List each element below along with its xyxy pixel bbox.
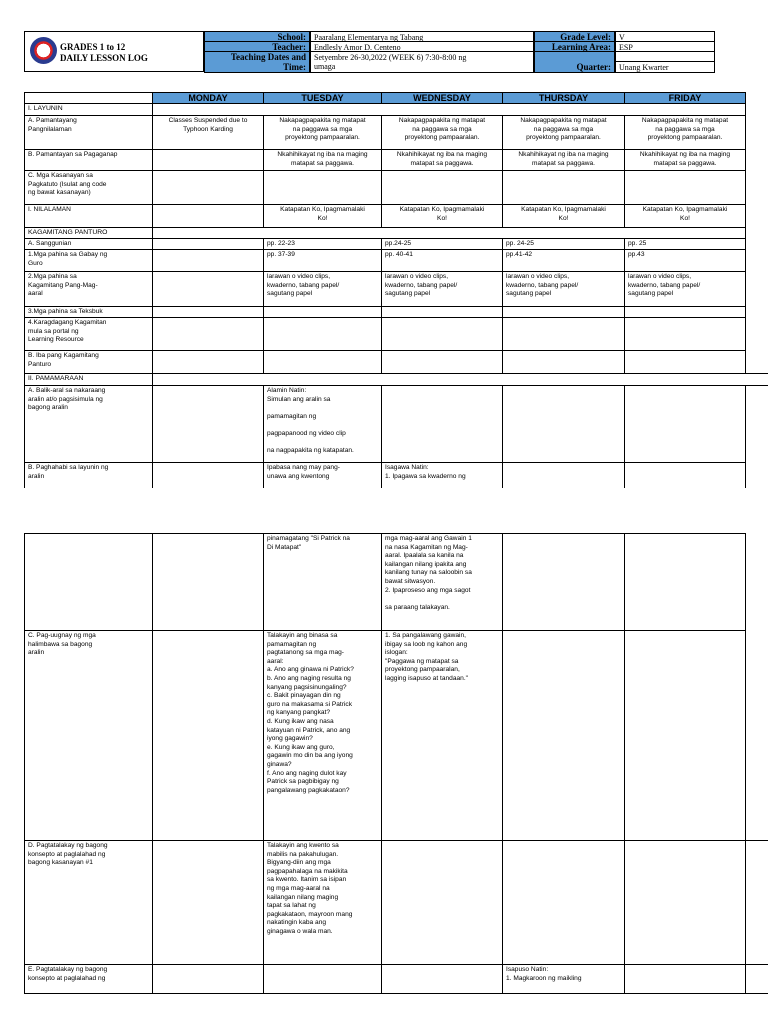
school-value: Paaralang Elementarya ng Tabang: [310, 31, 534, 42]
cell-pu-wednesday: 1. Sa pangalawang gawain, ibigay sa loob ng kahon ang islogan: "Paggawa ng matapat sa proyektong pampaaralan, lagging isapuso at tandaan.": [381, 630, 503, 841]
day-tuesday: TUESDAY: [263, 92, 382, 104]
teacher-value: Endlesly Amor D. Centeno: [310, 41, 534, 52]
cell-nil-thursday: Katapatan Ko, Ipagmamalaki Ko!: [502, 204, 625, 228]
cell-balik-thursday: [502, 385, 625, 463]
cell-sang-wednesday: pp.24-25: [381, 238, 503, 250]
cell-karag-thursday: [502, 317, 625, 351]
cell-balik-friday: [624, 385, 746, 463]
quarter-value: Unang Kwarter: [615, 61, 715, 73]
row-label-balik-aral: A. Balik-aral sa nakaraang aralin at/o pagsisimula ng bagong aralin: [24, 385, 153, 463]
cell-d-monday: [152, 840, 264, 965]
cell-c-friday: [624, 170, 746, 205]
cell-b-tuesday: Nkahihikayat ng iba na maging matapat sa paggawa.: [263, 149, 382, 171]
section-pamamaraan: II. PAMAMARAAN: [24, 373, 153, 386]
cont-label: [24, 533, 153, 631]
dates-value: [310, 51, 534, 73]
row-label-nilalaman: I. NILALAMAN: [24, 204, 153, 228]
day-wednesday: WEDNESDAY: [381, 92, 503, 104]
cell-gabay-wednesday: pp. 40-41: [381, 249, 503, 272]
cell-d-wednesday: [381, 840, 503, 965]
cell-c-monday: [152, 170, 264, 205]
row-label-pagtatalakay-2: E. Pagtatalakay ng bagong konsepto at paglalahad ng: [24, 964, 153, 994]
cell-c-wednesday: [381, 170, 503, 205]
cell-gabay-friday: pp.43: [624, 249, 746, 272]
cell-karag-tuesday: [263, 317, 382, 351]
cell-karag-monday: [152, 317, 264, 351]
grade-level-value: V: [615, 31, 715, 42]
quarter-label-cell: [534, 51, 615, 73]
cell-b-thursday: Nkahihikayat ng iba na maging matapat sa paggawa.: [502, 149, 625, 171]
section-layunin: I. LAYUNIN: [24, 103, 153, 116]
dates-label: [204, 51, 310, 73]
school-label: School:: [204, 31, 310, 42]
cell-e-tuesday: [263, 964, 382, 994]
quarter-label: Quarter:: [576, 62, 611, 72]
day-friday: FRIDAY: [624, 92, 746, 104]
cont-tuesday: pinamagatang "Si Patrick na Di Matapat": [263, 533, 382, 631]
cell-nil-monday: [152, 204, 264, 228]
cell-iba-monday: [152, 350, 264, 374]
cell-pu-friday: [624, 630, 746, 841]
cell-karag-wednesday: [381, 317, 503, 351]
dates-value-line1: Setyembre 26-30,2022 (WEEK 6) 7:30-8:00 ng: [314, 53, 467, 62]
cell-c-tuesday: [263, 170, 382, 205]
cell-gabay-monday: [152, 249, 264, 272]
cell-pu-tuesday: Talakayin ang binasa sa pamamagitan ng pagtatanong sa mga mag- aaral: a. Ano ang ginawa ni Patrick? b. Ano ang naging resulta ng kanyang pagsisinungaling? c. Bakit pinayagan din ng guro na makasama si Patrick ng kanyang pangkat? d. Kung ikaw ang nasa katayuan ni Patrick, ano ang iyong gagawin? e. Kung ikaw ang guro, gagawin mo din ba ang iyong ginawa? f. Ano ang naging dulot kay Patrick sa pagbibigay ng pangalawang pagkakataon?: [263, 630, 382, 841]
cont-thursday: [502, 533, 625, 631]
cell-iba-tuesday: [263, 350, 382, 374]
learning-area-value: ESP: [615, 41, 715, 52]
cell-b-friday: Nkahihikayat ng iba na maging matapat sa paggawa.: [624, 149, 746, 171]
dates-label-line1: Teaching Dates and: [230, 52, 306, 62]
row-label-iba-pang-kagamitan: B. Iba pang Kagamitang Panturo: [24, 350, 153, 374]
cell-mag-tuesday: larawan o video clips, kwaderno, tabang papel/ sagutang papel: [263, 271, 382, 307]
cell-iba-wednesday: [381, 350, 503, 374]
row-label-kasanayan: C. Mga Kasanayan sa Pagkatuto (Isulat ang code ng bawat kasanayan): [24, 170, 153, 205]
cell-a-monday: Classes Suspended due to Typhoon Karding: [152, 115, 264, 150]
cell-pagh-tuesday: Ipabasa nang may pang- unawa ang kwentong: [263, 462, 382, 488]
cell-d-thursday: [502, 840, 625, 965]
cont-wednesday: mga mag-aaral ang Gawain 1 na nasa Kagamitan ng Mag- aaral. Ipaalala sa kanila na kailangan nilang ipakita ang kanilang tunay na saloobin sa bawat sitwasyon. 2. Ipaproseso ang mga sagot sa paraang talakayan.: [381, 533, 503, 631]
cell-pu-monday: [152, 630, 264, 841]
cell-nil-tuesday: Katapatan Ko, Ipagmamalaki Ko!: [263, 204, 382, 228]
cell-b-monday: [152, 149, 264, 171]
cell-d-extra: [745, 840, 768, 965]
cell-pagh-monday: [152, 462, 264, 488]
header-title-line1: GRADES 1 to 12: [60, 42, 126, 52]
day-monday: MONDAY: [152, 92, 264, 104]
cell-mag-monday: [152, 271, 264, 307]
cell-e-thursday: Isapuso Natin: 1. Magkaroon ng maikling: [502, 964, 625, 994]
cell-mag-friday: larawan o video clips, kwaderno, tabang papel/ sagutang papel: [624, 271, 746, 307]
row-label-pamantayan-pagaganap: B. Pamantayan sa Pagaganap: [24, 149, 153, 171]
row-label-pagtatalakay-1: D. Pagtatalakay ng bagong konsepto at paglalahad ng bagong kasanayan #1: [24, 840, 153, 965]
cell-iba-friday: [624, 350, 746, 374]
grade-level-label: Grade Level:: [534, 31, 615, 42]
day-thursday: THURSDAY: [502, 92, 625, 104]
cell-e-extra: [745, 964, 768, 994]
row-label-sanggunian: A. Sanggunian: [24, 238, 153, 250]
cell-a-thursday: Nakapagpapakita ng matapat na paggawa sa mga proyektong pampaaralan.: [502, 115, 625, 150]
row-label-teksbuk: 3.Mga pahina sa Teksbuk: [24, 306, 153, 318]
header-title-line2: DAILY LESSON LOG: [60, 53, 148, 63]
cell-pagh-friday: [624, 462, 746, 488]
cell-a-wednesday: Nakapagpapakita ng matapat na paggawa sa mga proyektong pampaaralan.: [381, 115, 503, 150]
row-label-pag-uugnay: C. Pag-uugnay ng mga halimbawa sa bagong aralin: [24, 630, 153, 841]
cell-e-friday: [624, 964, 746, 994]
cell-mag-thursday: larawan o video clips, kwaderno, tabang papel/ sagutang papel: [502, 271, 625, 307]
cell-a-tuesday: Nakapagpapakita ng matapat na paggawa sa mga proyektong pampaaralan.: [263, 115, 382, 150]
cell-gabay-tuesday: pp. 37-39: [263, 249, 382, 272]
cell-gabay-thursday: pp.41-42: [502, 249, 625, 272]
dates-label-line2: Time:: [283, 62, 306, 72]
cell-a-friday: Nakapagpapakita ng matapat na paggawa sa mga proyektong pampaaralan.: [624, 115, 746, 150]
cont-friday: [624, 533, 746, 631]
row-label-kagamitang-mag-aaral: 2.Mga pahina sa Kagamitang Pang-Mag- aaral: [24, 271, 153, 307]
row-label-paghahabi: B. Paghahabi sa layunin ng aralin: [24, 462, 153, 488]
cell-d-friday: [624, 840, 746, 965]
cell-balik-wednesday: [381, 385, 503, 463]
cell-e-monday: [152, 964, 264, 994]
cell-karag-friday: [624, 317, 746, 351]
row-label-gabay-guro: 1.Mga pahina sa Gabay ng Guro: [24, 249, 153, 272]
cell-iba-thursday: [502, 350, 625, 374]
cell-c-thursday: [502, 170, 625, 205]
cell-pagh-wednesday: Isagawa Natin: 1. Ipagawa sa kwaderno ng: [381, 462, 503, 488]
cell-nil-wednesday: Katapatan Ko, Ipagmamalaki Ko!: [381, 204, 503, 228]
cell-sang-thursday: pp. 24-25: [502, 238, 625, 250]
dates-value-line2: umaga: [314, 62, 336, 71]
cell-nil-friday: Katapatan Ko, Ipagmamalaki Ko!: [624, 204, 746, 228]
cell-d-tuesday: Talakayin ang kwento sa mabilis na pakahulugan. Bigyang-diin ang mga pagpapahalaga na makikita sa kwento. Itanim sa isipan ng mga mag-aaral na kailangan nilang maging tapat sa lahat ng pagkakataon, mayroon mang nakatingin kaba ang ginagawa o wala man.: [263, 840, 382, 965]
teacher-label: Teacher:: [204, 41, 310, 52]
cell-balik-tuesday: Alamin Natin: Simulan ang aralin sa pamamagitan ng pagpapanood ng video clip na nagpapakita ng katapatan.: [263, 385, 382, 463]
cell-sang-tuesday: pp. 22-23: [263, 238, 382, 250]
section-kagamitang-panturo: KAGAMITANG PANTURO: [24, 227, 153, 239]
row-label-pamantayang-pangnilalaman: A. Pamantayang Pangnilalaman: [24, 115, 153, 150]
cell-pu-thursday: [502, 630, 625, 841]
learning-area-label: Learning Area:: [534, 41, 615, 52]
cell-mag-wednesday: larawan o video clips, kwaderno, tabang papel/ sagutang papel: [381, 271, 503, 307]
row-label-karagdagang-kagamitan: 4.Karagdagang Kagamitan mula sa portal ng Learning Resource: [24, 317, 153, 351]
cell-balik-monday: [152, 385, 264, 463]
cell-sang-friday: pp. 25: [624, 238, 746, 250]
cell-pagh-thursday: [502, 462, 625, 488]
cell-e-wednesday: [381, 964, 503, 994]
cont-monday: [152, 533, 264, 631]
cell-b-wednesday: Nkahihikayat ng iba na maging matapat sa paggawa.: [381, 149, 503, 171]
